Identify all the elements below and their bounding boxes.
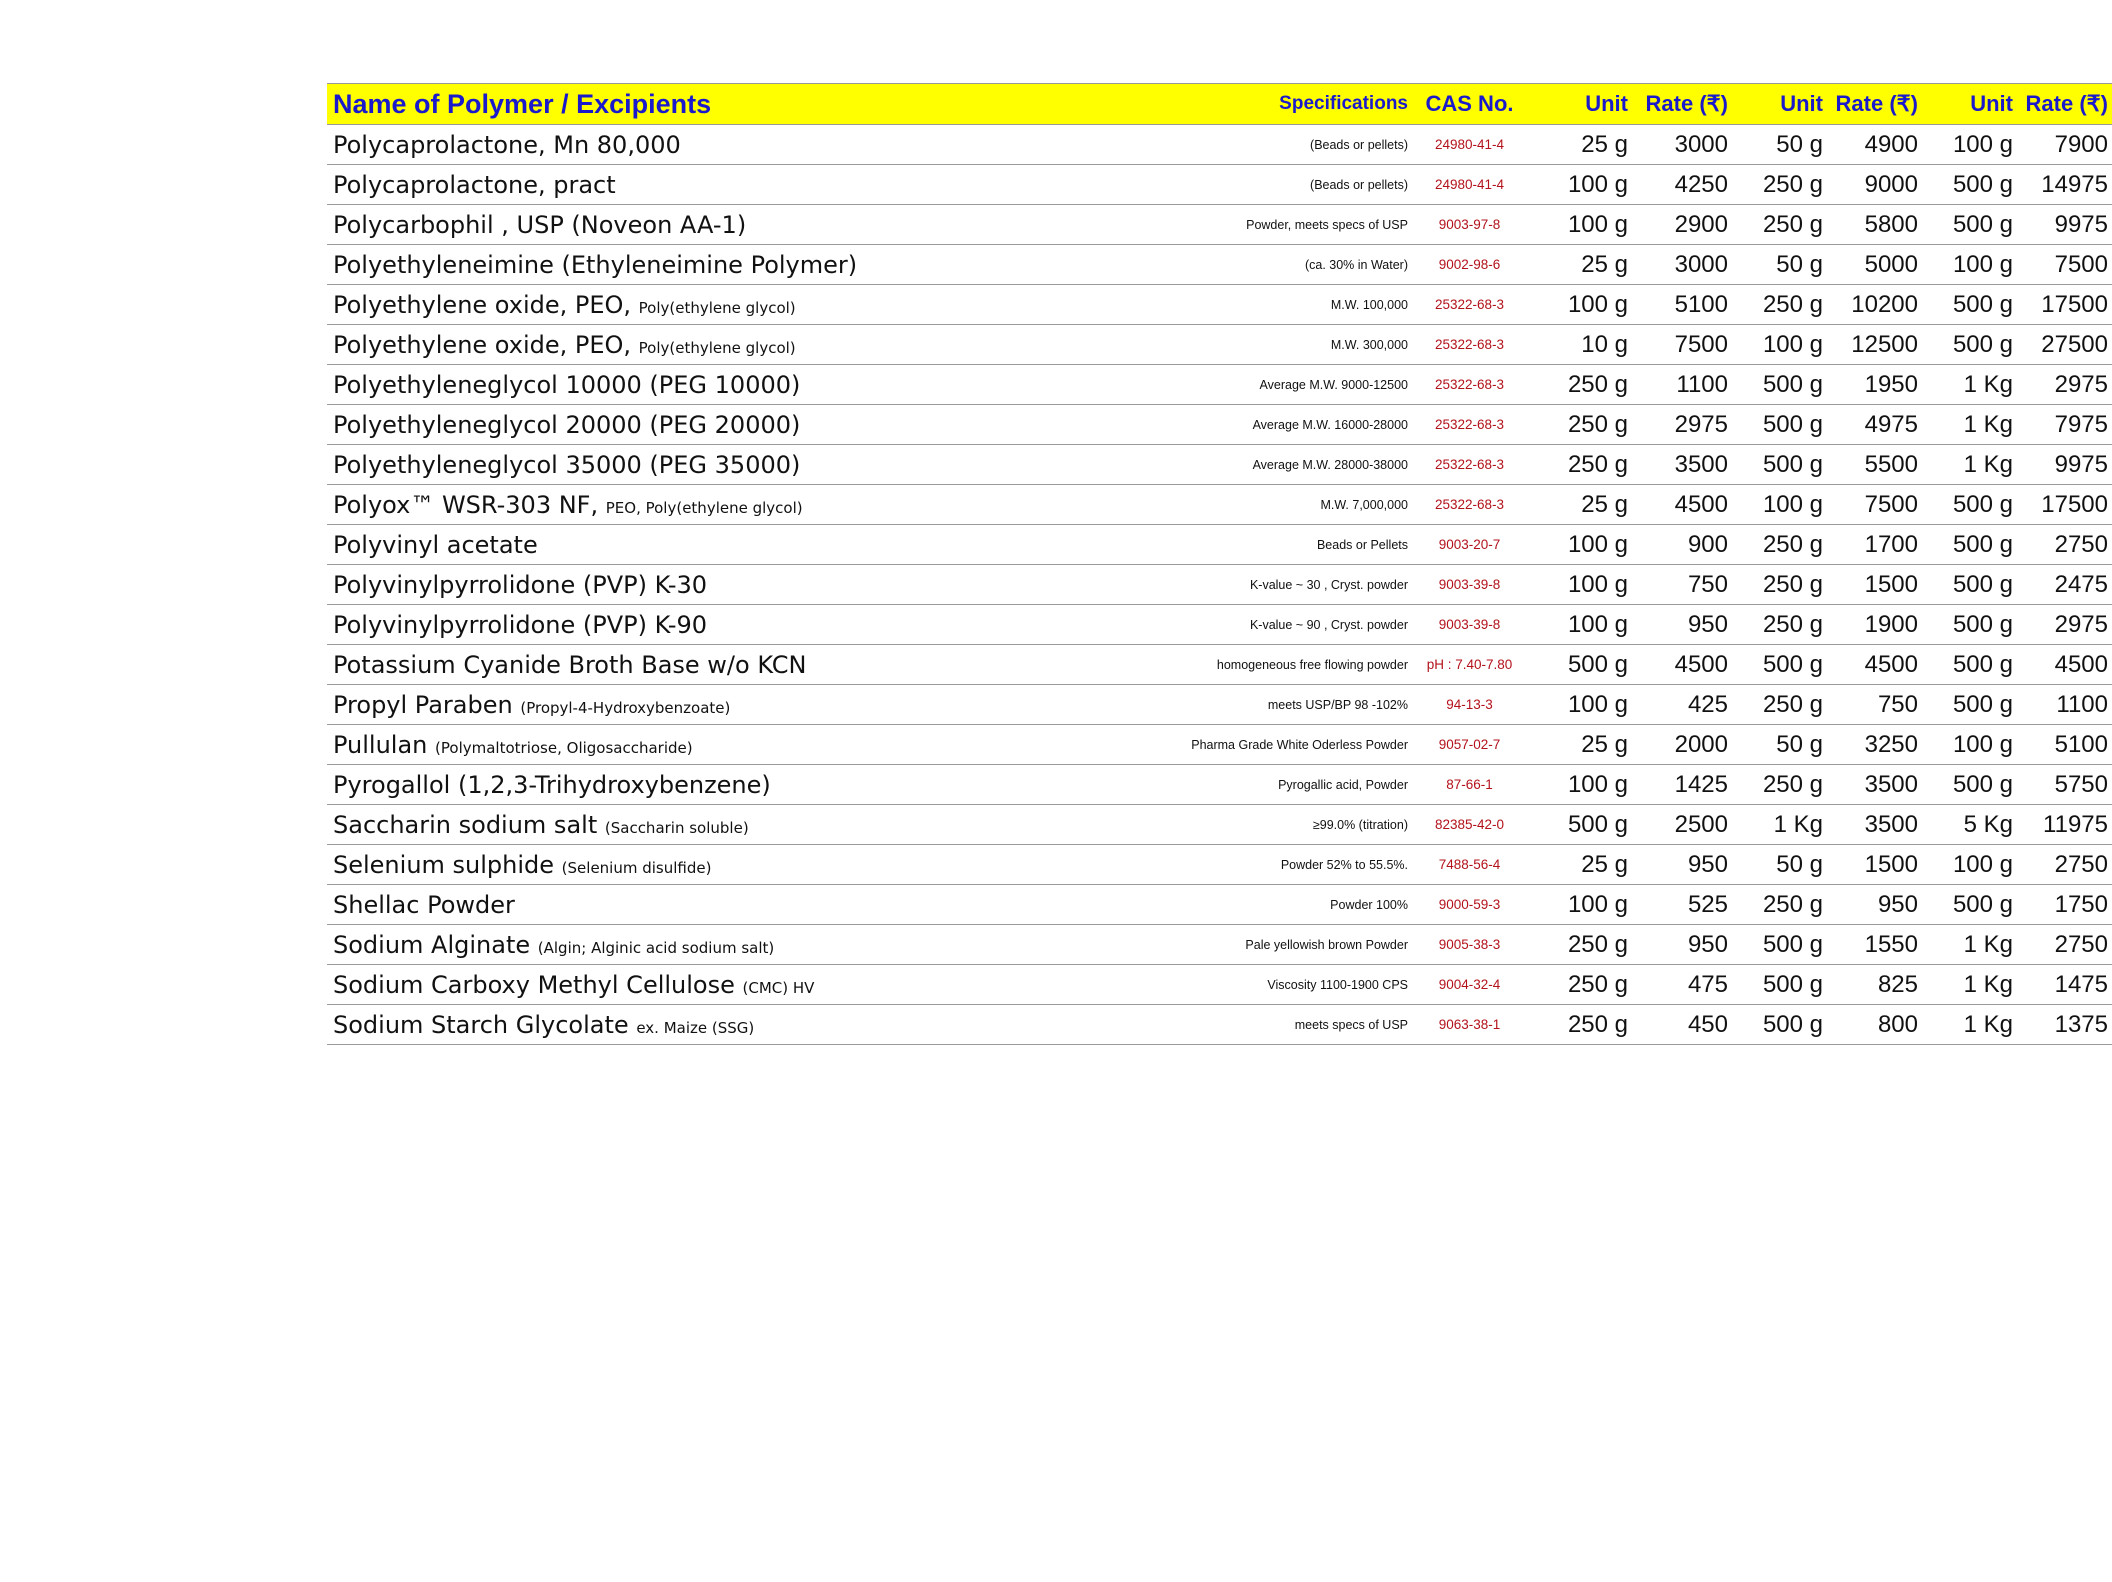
unit-3-cell: 500 g xyxy=(1952,570,2013,598)
product-note: (Saccharin soluble) xyxy=(604,818,749,837)
product-name-cell xyxy=(327,965,882,1005)
rate-1-cell: 950 xyxy=(1687,850,1728,878)
rate-3-cell: 1100 xyxy=(2056,690,2108,718)
table-row xyxy=(327,605,2112,645)
unit-1-cell: 100 g xyxy=(1567,570,1628,598)
rate-1-cell: 1425 xyxy=(1674,770,1728,798)
specification-cell: Pale yellowish brown Powder xyxy=(1245,937,1408,952)
product-name-cell xyxy=(327,245,882,285)
header-rate-2: Rate (₹) xyxy=(1827,84,1922,125)
unit-2-cell: 500 g xyxy=(1762,370,1823,398)
cas-number-cell: 25322-68-3 xyxy=(1434,337,1505,352)
header-unit-1: Unit xyxy=(1527,84,1632,125)
rate-1-cell: 4250 xyxy=(1674,170,1728,198)
unit-1-cell: 500 g xyxy=(1567,810,1628,838)
product-note: Poly(ethylene glycol) xyxy=(638,338,796,357)
header-row xyxy=(327,84,2112,125)
product-name-cell xyxy=(327,845,882,885)
unit-2-cell: 500 g xyxy=(1762,650,1823,678)
unit-3-cell: 5 Kg xyxy=(1963,810,2013,838)
product-name-cell xyxy=(327,565,882,605)
unit-2-cell: 50 g xyxy=(1776,250,1823,278)
cas-number-cell: 94-13-3 xyxy=(1446,697,1493,712)
table-row xyxy=(327,445,2112,485)
unit-2-cell: 500 g xyxy=(1762,410,1823,438)
rate-1-cell: 7500 xyxy=(1674,330,1728,358)
cas-number-cell: pH : 7.40-7.80 xyxy=(1426,657,1513,672)
header-rate-1: Rate (₹) xyxy=(1632,84,1732,125)
cas-number-cell: 9003-39-8 xyxy=(1438,617,1501,632)
product-name: Potassium Cyanide Broth Base w/o KCN xyxy=(333,650,807,679)
rate-1-cell: 900 xyxy=(1687,530,1728,558)
unit-2-cell: 500 g xyxy=(1762,450,1823,478)
product-name: Polyethyleneimine (Ethyleneimine Polymer) xyxy=(333,250,858,279)
product-name: Sodium Alginate xyxy=(333,930,531,959)
rate-2-cell: 9000 xyxy=(1864,170,1918,198)
specification-cell: K-value ~ 90 , Cryst. powder xyxy=(1249,617,1408,632)
unit-2-cell: 500 g xyxy=(1762,930,1823,958)
table-body xyxy=(327,125,2112,1045)
rate-3-cell: 9975 xyxy=(2054,450,2108,478)
rate-3-cell: 5750 xyxy=(2054,770,2108,798)
unit-3-cell: 500 g xyxy=(1952,170,2013,198)
header-specifications: Specifications xyxy=(882,84,1412,125)
specification-cell: Average M.W. 28000-38000 xyxy=(1252,457,1408,472)
table-header xyxy=(327,84,2112,125)
product-name: Shellac Powder xyxy=(333,890,515,919)
product-name: Polycaprolactone, Mn 80,000 xyxy=(333,130,681,159)
unit-1-cell: 250 g xyxy=(1567,450,1628,478)
product-name-cell xyxy=(327,365,882,405)
price-list-sheet xyxy=(327,83,2108,1045)
product-note: ex. Maize (SSG) xyxy=(636,1018,755,1037)
unit-1-cell: 10 g xyxy=(1581,330,1628,358)
table-row xyxy=(327,125,2112,165)
cas-number-cell: 9063-38-1 xyxy=(1438,1017,1501,1032)
rate-2-cell: 4900 xyxy=(1864,130,1918,158)
specification-cell: homogeneous free flowing powder xyxy=(1216,657,1408,672)
rate-2-cell: 3500 xyxy=(1864,770,1918,798)
unit-2-cell: 250 g xyxy=(1762,610,1823,638)
cas-number-cell: 9004-32-4 xyxy=(1438,977,1501,992)
rate-3-cell: 7500 xyxy=(2054,250,2108,278)
rate-1-cell: 5100 xyxy=(1674,290,1728,318)
rate-1-cell: 2000 xyxy=(1674,730,1728,758)
unit-2-cell: 50 g xyxy=(1776,130,1823,158)
cas-number-cell: 9005-38-3 xyxy=(1438,937,1501,952)
unit-1-cell: 100 g xyxy=(1567,290,1628,318)
product-name: Polyethyleneglycol 10000 (PEG 10000) xyxy=(333,370,801,399)
product-name-cell xyxy=(327,445,882,485)
specification-cell: Average M.W. 9000-12500 xyxy=(1259,377,1408,392)
rate-1-cell: 525 xyxy=(1687,890,1728,918)
cas-number-cell: 24980-41-4 xyxy=(1434,137,1505,152)
rate-1-cell: 475 xyxy=(1687,970,1728,998)
unit-3-cell: 1 Kg xyxy=(1963,370,2013,398)
product-name-cell xyxy=(327,485,882,525)
specification-cell: ≥99.0% (titration) xyxy=(1312,817,1408,832)
unit-3-cell: 100 g xyxy=(1952,730,2013,758)
table-row xyxy=(327,1005,2112,1045)
specification-cell: M.W. 100,000 xyxy=(1330,297,1408,312)
specification-cell: Powder 100% xyxy=(1330,897,1408,912)
rate-1-cell: 950 xyxy=(1687,610,1728,638)
rate-3-cell: 4500 xyxy=(2054,650,2108,678)
unit-1-cell: 100 g xyxy=(1567,530,1628,558)
specification-cell: M.W. 300,000 xyxy=(1330,337,1408,352)
unit-1-cell: 250 g xyxy=(1567,970,1628,998)
specification-cell: Powder, meets specs of USP xyxy=(1246,217,1408,232)
product-name: Polyox™ WSR-303 NF, xyxy=(333,490,599,519)
cas-number-cell: 7488-56-4 xyxy=(1438,857,1501,872)
unit-2-cell: 250 g xyxy=(1762,290,1823,318)
product-note: Poly(ethylene glycol) xyxy=(638,298,796,317)
rate-2-cell: 1500 xyxy=(1864,850,1918,878)
specification-cell: (Beads or pellets) xyxy=(1310,177,1408,192)
unit-1-cell: 250 g xyxy=(1567,370,1628,398)
specification-cell: Beads or Pellets xyxy=(1316,537,1408,552)
table-row xyxy=(327,205,2112,245)
unit-1-cell: 100 g xyxy=(1567,170,1628,198)
table-row xyxy=(327,165,2112,205)
table-row xyxy=(327,885,2112,925)
rate-2-cell: 750 xyxy=(1877,690,1918,718)
unit-1-cell: 100 g xyxy=(1567,210,1628,238)
product-name: Selenium sulphide xyxy=(333,850,555,879)
unit-2-cell: 500 g xyxy=(1762,970,1823,998)
product-name: Polyvinylpyrrolidone (PVP) K-90 xyxy=(333,610,708,639)
table-row xyxy=(327,765,2112,805)
rate-2-cell: 3250 xyxy=(1864,730,1918,758)
rate-3-cell: 2750 xyxy=(2054,530,2108,558)
product-name: Polyvinylpyrrolidone (PVP) K-30 xyxy=(333,570,708,599)
table-row xyxy=(327,685,2112,725)
rate-3-cell: 7975 xyxy=(2054,410,2108,438)
unit-3-cell: 100 g xyxy=(1952,850,2013,878)
rate-2-cell: 5500 xyxy=(1864,450,1918,478)
table-row xyxy=(327,245,2112,285)
rate-2-cell: 1950 xyxy=(1864,370,1918,398)
product-name-cell xyxy=(327,325,882,365)
unit-1-cell: 100 g xyxy=(1567,610,1628,638)
product-note: PEO, Poly(ethylene glycol) xyxy=(605,498,803,517)
rate-1-cell: 4500 xyxy=(1674,650,1728,678)
unit-2-cell: 100 g xyxy=(1762,330,1823,358)
rate-1-cell: 2975 xyxy=(1674,410,1728,438)
cas-number-cell: 9000-59-3 xyxy=(1438,897,1501,912)
unit-2-cell: 250 g xyxy=(1762,210,1823,238)
table-row xyxy=(327,525,2112,565)
unit-1-cell: 100 g xyxy=(1567,890,1628,918)
rate-2-cell: 800 xyxy=(1877,1010,1918,1038)
unit-1-cell: 25 g xyxy=(1581,130,1628,158)
unit-2-cell: 500 g xyxy=(1762,1010,1823,1038)
rate-3-cell: 2750 xyxy=(2054,930,2108,958)
header-name: Name of Polymer / Excipients xyxy=(327,84,882,125)
unit-2-cell: 250 g xyxy=(1762,890,1823,918)
rate-3-cell: 7900 xyxy=(2054,130,2108,158)
table-row xyxy=(327,645,2112,685)
rate-2-cell: 5000 xyxy=(1864,250,1918,278)
product-name-cell xyxy=(327,925,882,965)
unit-1-cell: 100 g xyxy=(1567,770,1628,798)
unit-3-cell: 500 g xyxy=(1952,210,2013,238)
product-note: (CMC) HV xyxy=(742,978,815,997)
table-row xyxy=(327,325,2112,365)
rate-3-cell: 14975 xyxy=(2041,170,2108,198)
product-name: Polyethyleneglycol 35000 (PEG 35000) xyxy=(333,450,801,479)
unit-3-cell: 1 Kg xyxy=(1963,930,2013,958)
specification-cell: Viscosity 1100-1900 CPS xyxy=(1267,977,1408,992)
rate-3-cell: 17500 xyxy=(2041,490,2108,518)
cas-number-cell: 9003-20-7 xyxy=(1438,537,1501,552)
rate-2-cell: 10200 xyxy=(1851,290,1918,318)
cas-number-cell: 25322-68-3 xyxy=(1434,417,1505,432)
unit-2-cell: 250 g xyxy=(1762,770,1823,798)
cas-number-cell: 9003-97-8 xyxy=(1438,217,1501,232)
rate-3-cell: 27500 xyxy=(2041,330,2108,358)
table-row xyxy=(327,925,2112,965)
unit-3-cell: 100 g xyxy=(1952,130,2013,158)
rate-1-cell: 425 xyxy=(1687,690,1728,718)
header-rate-3: Rate (₹) xyxy=(2017,84,2112,125)
cas-number-cell: 82385-42-0 xyxy=(1434,817,1505,832)
product-name: Polycaprolactone, pract xyxy=(333,170,616,199)
cas-number-cell: 9057-02-7 xyxy=(1438,737,1501,752)
product-name-cell xyxy=(327,165,882,205)
specification-cell: Pyrogallic acid, Powder xyxy=(1278,777,1408,792)
unit-1-cell: 25 g xyxy=(1581,250,1628,278)
unit-3-cell: 100 g xyxy=(1952,250,2013,278)
product-name: Saccharin sodium salt xyxy=(333,810,598,839)
unit-2-cell: 250 g xyxy=(1762,570,1823,598)
table-row xyxy=(327,565,2112,605)
product-name-cell xyxy=(327,645,882,685)
unit-3-cell: 1 Kg xyxy=(1963,410,2013,438)
product-name-cell xyxy=(327,765,882,805)
unit-3-cell: 500 g xyxy=(1952,770,2013,798)
product-name: Polycarbophil , USP (Noveon AA-1) xyxy=(333,210,747,239)
rate-3-cell: 1375 xyxy=(2054,1010,2108,1038)
unit-1-cell: 25 g xyxy=(1581,730,1628,758)
rate-3-cell: 9975 xyxy=(2054,210,2108,238)
cas-number-cell: 87-66-1 xyxy=(1446,777,1493,792)
rate-1-cell: 4500 xyxy=(1674,490,1728,518)
product-note: (Propyl-4-Hydroxybenzoate) xyxy=(520,698,731,717)
unit-3-cell: 500 g xyxy=(1952,530,2013,558)
table-row xyxy=(327,965,2112,1005)
rate-2-cell: 950 xyxy=(1877,890,1918,918)
specification-cell: (Beads or pellets) xyxy=(1310,137,1408,152)
unit-2-cell: 50 g xyxy=(1776,730,1823,758)
table-row xyxy=(327,485,2112,525)
unit-1-cell: 100 g xyxy=(1567,690,1628,718)
rate-3-cell: 17500 xyxy=(2041,290,2108,318)
rate-3-cell: 5100 xyxy=(2054,730,2108,758)
unit-2-cell: 250 g xyxy=(1762,530,1823,558)
product-name-cell xyxy=(327,605,882,645)
product-name-cell xyxy=(327,805,882,845)
unit-3-cell: 500 g xyxy=(1952,650,2013,678)
product-name-cell xyxy=(327,405,882,445)
specification-cell: (ca. 30% in Water) xyxy=(1304,257,1408,272)
rate-2-cell: 1550 xyxy=(1864,930,1918,958)
rate-3-cell: 11975 xyxy=(2043,810,2108,838)
unit-3-cell: 1 Kg xyxy=(1963,970,2013,998)
rate-1-cell: 3000 xyxy=(1674,250,1728,278)
rate-2-cell: 825 xyxy=(1877,970,1918,998)
rate-3-cell: 2975 xyxy=(2054,370,2108,398)
product-name: Sodium Carboxy Methyl Cellulose xyxy=(333,970,735,999)
header-unit-2: Unit xyxy=(1732,84,1827,125)
product-name: Polyvinyl acetate xyxy=(333,530,538,559)
specification-cell: meets USP/BP 98 -102% xyxy=(1267,697,1408,712)
unit-3-cell: 500 g xyxy=(1952,330,2013,358)
table-row xyxy=(327,365,2112,405)
cas-number-cell: 25322-68-3 xyxy=(1434,457,1505,472)
product-name-cell xyxy=(327,685,882,725)
rate-2-cell: 1900 xyxy=(1864,610,1918,638)
unit-2-cell: 1 Kg xyxy=(1773,810,1823,838)
product-name: Pullulan xyxy=(333,730,428,759)
rate-1-cell: 1100 xyxy=(1676,370,1728,398)
specification-cell: Pharma Grade White Oderless Powder xyxy=(1191,737,1408,752)
product-name-cell xyxy=(327,525,882,565)
unit-1-cell: 25 g xyxy=(1581,850,1628,878)
table-row xyxy=(327,405,2112,445)
cas-number-cell: 24980-41-4 xyxy=(1434,177,1505,192)
rate-2-cell: 1700 xyxy=(1864,530,1918,558)
rate-2-cell: 3500 xyxy=(1864,810,1918,838)
unit-3-cell: 500 g xyxy=(1952,610,2013,638)
unit-3-cell: 1 Kg xyxy=(1963,450,2013,478)
unit-1-cell: 250 g xyxy=(1567,1010,1628,1038)
rate-1-cell: 3000 xyxy=(1674,130,1728,158)
product-name-cell xyxy=(327,125,882,165)
rate-3-cell: 1750 xyxy=(2054,890,2108,918)
rate-3-cell: 2750 xyxy=(2054,850,2108,878)
specification-cell: Powder 52% to 55.5%. xyxy=(1280,857,1408,872)
cas-number-cell: 25322-68-3 xyxy=(1434,297,1505,312)
product-name-cell xyxy=(327,1005,882,1045)
product-name: Pyrogallol (1,2,3-Trihydroxybenzene) xyxy=(333,770,771,799)
cas-number-cell: 25322-68-3 xyxy=(1434,497,1505,512)
rate-1-cell: 3500 xyxy=(1674,450,1728,478)
product-name: Polyethyleneglycol 20000 (PEG 20000) xyxy=(333,410,801,439)
rate-1-cell: 2900 xyxy=(1674,210,1728,238)
rate-2-cell: 5800 xyxy=(1864,210,1918,238)
unit-2-cell: 50 g xyxy=(1776,850,1823,878)
product-note: (Algin; Alginic acid sodium salt) xyxy=(537,938,775,957)
rate-3-cell: 2975 xyxy=(2054,610,2108,638)
rate-2-cell: 7500 xyxy=(1864,490,1918,518)
rate-3-cell: 1475 xyxy=(2054,970,2108,998)
unit-3-cell: 500 g xyxy=(1952,290,2013,318)
rate-1-cell: 2500 xyxy=(1674,810,1728,838)
unit-1-cell: 250 g xyxy=(1567,930,1628,958)
product-name: Polyethylene oxide, PEO, xyxy=(333,290,632,319)
specification-cell: Average M.W. 16000-28000 xyxy=(1252,417,1408,432)
price-table xyxy=(327,83,2112,1045)
product-name-cell xyxy=(327,285,882,325)
product-name-cell xyxy=(327,725,882,765)
unit-3-cell: 500 g xyxy=(1952,490,2013,518)
header-unit-3: Unit xyxy=(1922,84,2017,125)
product-name-cell xyxy=(327,885,882,925)
unit-3-cell: 500 g xyxy=(1952,690,2013,718)
rate-1-cell: 950 xyxy=(1687,930,1728,958)
product-name: Propyl Paraben xyxy=(333,690,513,719)
unit-2-cell: 250 g xyxy=(1762,170,1823,198)
table-row xyxy=(327,285,2112,325)
table-row xyxy=(327,805,2112,845)
unit-2-cell: 100 g xyxy=(1762,490,1823,518)
cas-number-cell: 9002-98-6 xyxy=(1438,257,1501,272)
cas-number-cell: 25322-68-3 xyxy=(1434,377,1505,392)
rate-1-cell: 450 xyxy=(1687,1010,1728,1038)
rate-1-cell: 750 xyxy=(1687,570,1728,598)
specification-cell: meets specs of USP xyxy=(1294,1017,1408,1032)
rate-2-cell: 1500 xyxy=(1864,570,1918,598)
product-note: (Selenium disulfide) xyxy=(561,858,712,877)
specification-cell: M.W. 7,000,000 xyxy=(1320,497,1408,512)
rate-2-cell: 4500 xyxy=(1864,650,1918,678)
product-name: Sodium Starch Glycolate xyxy=(333,1010,629,1039)
rate-2-cell: 12500 xyxy=(1851,330,1918,358)
unit-1-cell: 25 g xyxy=(1581,490,1628,518)
product-note: (Polymaltotriose, Oligosaccharide) xyxy=(435,738,693,757)
specification-cell: K-value ~ 30 , Cryst. powder xyxy=(1249,577,1408,592)
unit-3-cell: 500 g xyxy=(1952,890,2013,918)
unit-2-cell: 250 g xyxy=(1762,690,1823,718)
unit-1-cell: 250 g xyxy=(1567,410,1628,438)
unit-1-cell: 500 g xyxy=(1567,650,1628,678)
product-name: Polyethylene oxide, PEO, xyxy=(333,330,632,359)
header-cas: CAS No. xyxy=(1412,84,1527,125)
product-name-cell xyxy=(327,205,882,245)
table-row xyxy=(327,845,2112,885)
rate-2-cell: 4975 xyxy=(1864,410,1918,438)
cas-number-cell: 9003-39-8 xyxy=(1438,577,1501,592)
unit-3-cell: 1 Kg xyxy=(1963,1010,2013,1038)
rate-3-cell: 2475 xyxy=(2054,570,2108,598)
table-row xyxy=(327,725,2112,765)
